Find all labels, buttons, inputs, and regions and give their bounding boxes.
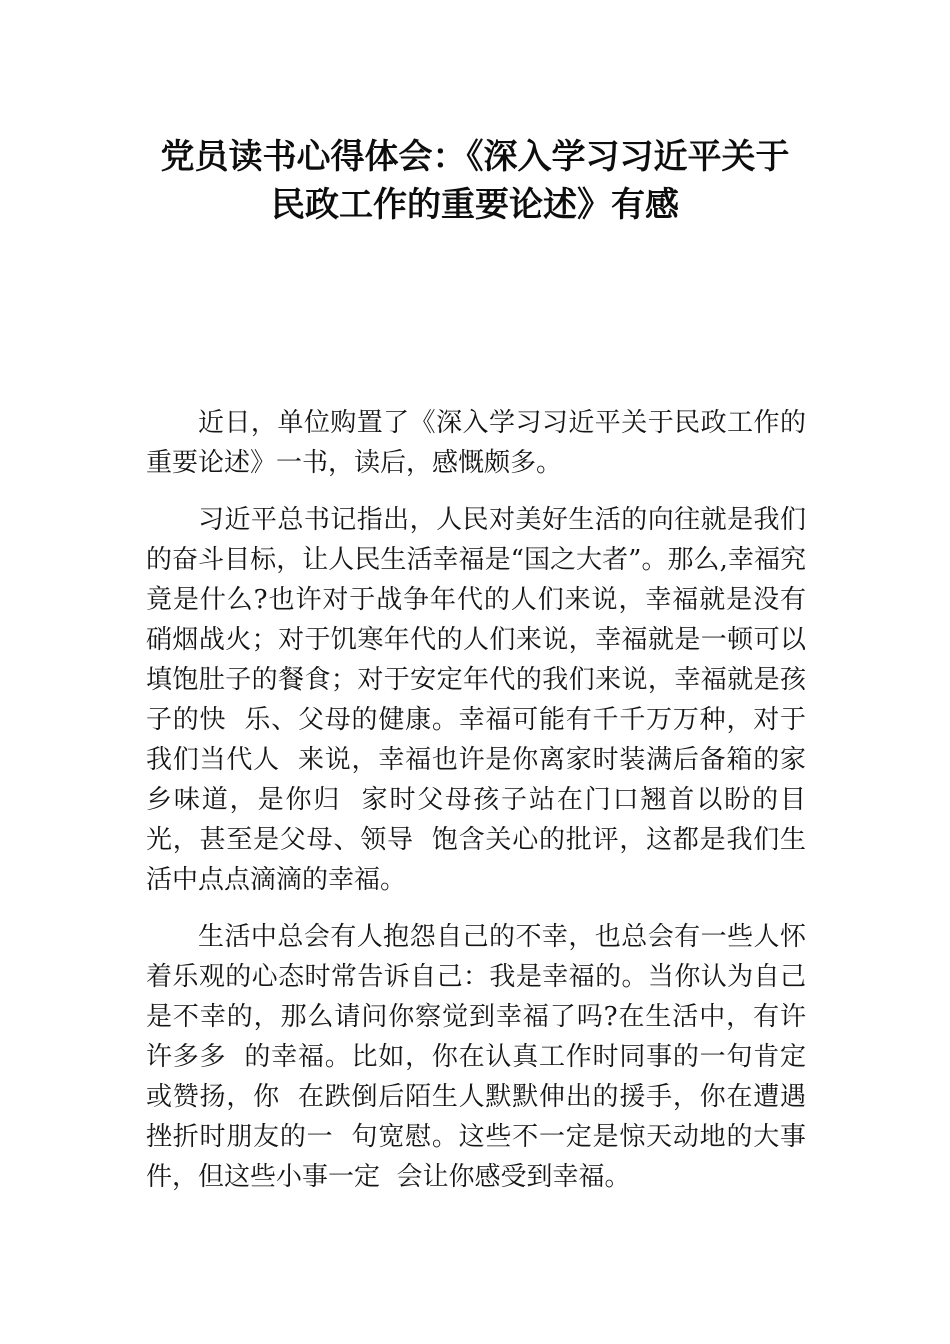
paragraph-2: 习近平总书记指出，人民对美好生活的向往就是我们的奋斗目标，让人民生活幸福是“国之大者”。那么,幸福究竟是什么?也许对于战争年代的人们来说，幸福就是没有硝烟战火；对于饥寒年代的人们来说，幸福就是一顿可以填饱肚子的餐食；对于安定年代的我们来说，幸福就是孩子的快 乐、父母的健康。幸福可能有千千万万种，对于我们当代人 来说，幸福也许是你离家时装满后备箱的家乡味道，是你归 家时父母孩子站在门口翘首以盼的目光，甚至是父母、领导 饱含关心的批评，这都是我们生活中点点滴滴的幸福。 — [146, 505, 806, 895]
document-body — [146, 403, 806, 1214]
paragraph-1: 近日，单位购置了《深入学习习近平关于民政工作的重要论述》一书，读后，感慨颇多。 — [146, 408, 806, 478]
paragraph-3: 生活中总会有人抱怨自己的不幸，也总会有一些人怀着乐观的心态时常告诉自己：我是幸福的。当你认为自己是不幸的，那么请问你察觉到幸福了吗?在生活中，有许许多多 的幸福。比如，你在认真工作时同事的一句肯定或赞扬，你 在跌倒后陌生人默默伸出的援手，你在遭遇挫折时朋友的一 句宽慰。这些不一定是惊天动地的大事件，但这些小事一定 会让你感受到幸福。 — [146, 922, 806, 1192]
title-line-1: 党员读书心得体会：《深入学习习近平关于 — [160, 137, 790, 177]
title-line-2: 民政工作的重要论述》有感 — [271, 185, 679, 225]
document-title — [120, 133, 830, 229]
